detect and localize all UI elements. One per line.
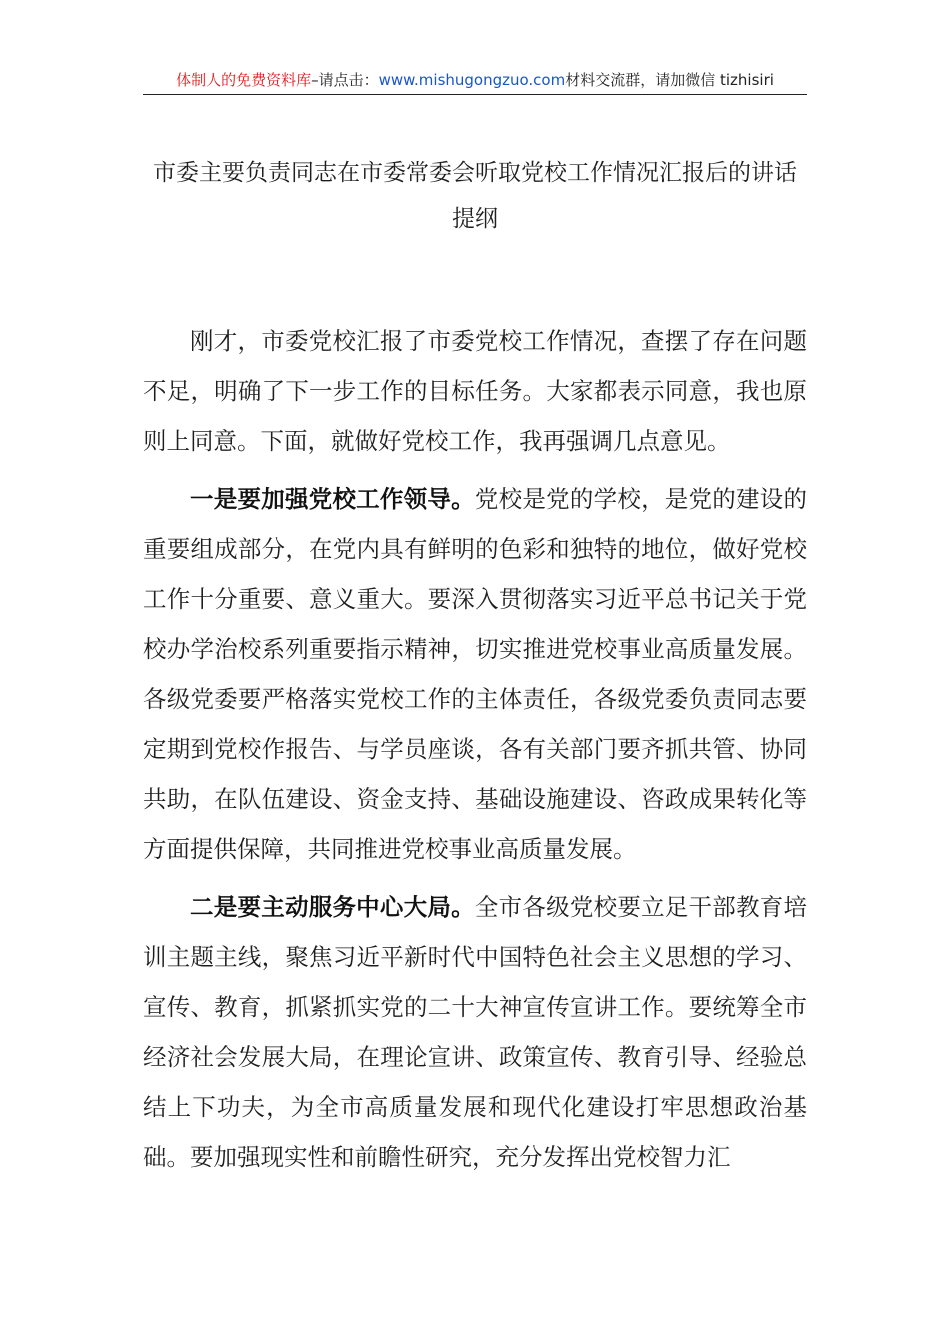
paragraph <box>143 316 807 466</box>
header-tail: 材料交流群，请加微信 tizhisiri <box>565 71 774 89</box>
paragraph-lead: 一是要加强党校工作领导。 <box>190 485 475 513</box>
paragraph-text: 全市各级党校要立足干部教育培训主题主线，聚焦习近平新时代中国特色社会主义思想的学习、宣传、教育，抓紧抓实党的二十大神宣传宣讲工作。要统筹全市经济社会发展大局，在理论宣讲、政策宣传、教育引导、经验总结上下功夫，为全市高质量发展和现代化建设打牢思想政治基础。要加强现实性和前瞻性研究，充分发挥出党校智力汇 <box>143 893 808 1171</box>
document-body <box>143 316 807 1190</box>
paragraph-text: 刚才，市委党校汇报了市委党校工作情况，查摆了存在问题不足，明确了下一步工作的目标任务。大家都表示同意，我也原则上同意。下面，就做好党校工作，我再强调几点意见。 <box>143 327 807 455</box>
header-prompt: –请点击： <box>311 71 379 89</box>
paragraph-text: 党校是党的学校，是党的建设的重要组成部分，在党内具有鲜明的色彩和独特的地位，做好党校工作十分重要、意义重大。要深入贯彻落实习近平总书记关于党校办学治校系列重要指示精神，切实推进党校事业高质量发展。各级党委要严格落实党校工作的主体责任，各级党委负责同志要定期到党校作报告、与学员座谈，各有关部门要齐抓共管、协同共助，在队伍建设、资金支持、基础设施建设、咨政成果转化等方面提供保障，共同推进党校事业高质量发展。 <box>143 485 808 863</box>
paragraph-lead: 二是要主动服务中心大局。 <box>190 893 475 921</box>
document-title: 市委主要负责同志在市委常委会听取党校工作情况汇报后的讲话提纲 <box>153 160 797 232</box>
paragraph <box>143 474 807 874</box>
header-link[interactable]: www.mishugongzuo.com <box>378 71 566 89</box>
paragraph <box>143 882 807 1182</box>
header-brand: 体制人的免费资料库 <box>176 71 312 89</box>
page-header <box>143 68 807 95</box>
